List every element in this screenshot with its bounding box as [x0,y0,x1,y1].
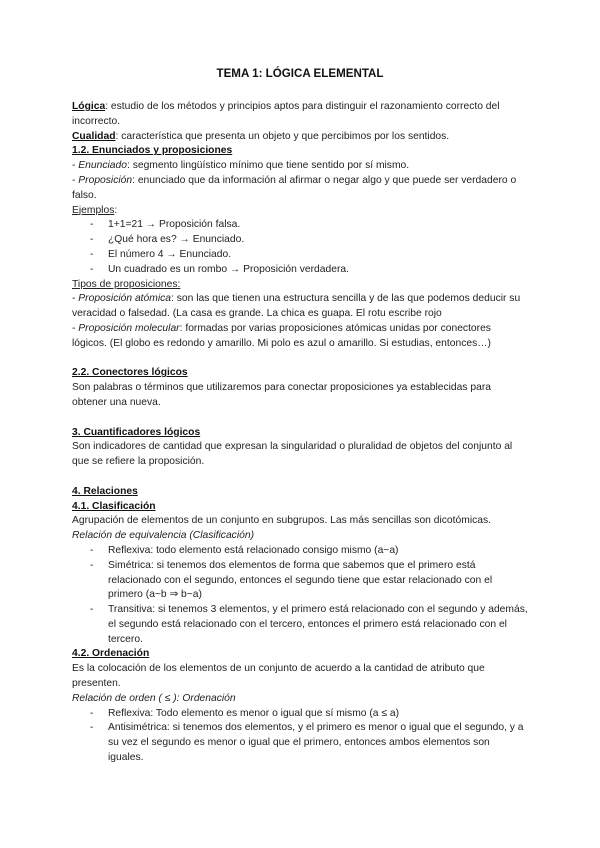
list-item: - Simétrica: si tenemos dos elementos de forma que sabemos que el primero está relacionado con el segundo, entonces el segundo tiene que estar relacionado con el primero (a~b ⇒ b~a) [90,559,528,603]
term-molecular: Proposición molecular [78,322,180,334]
definition-logica [72,100,528,130]
definition-molecular: - Proposición molecular: formadas por varias proposiciones atómicas unidas por conectores lógicos. (El globo es redondo y amarillo. Mi polo es azul o amarillo. Si estudias, entonces…) [72,322,491,349]
definition-atomica: - Proposición atómica: son las que tienen una estructura sencilla y de las que podemos deducir su veracidad o falsedad. (La casa es grande. La chica es guapa. El rotu escribe rojo [72,293,521,320]
examples-label-text: Ejemplos [72,204,115,216]
examples-label [72,204,528,219]
definition-proposicion: - Proposición: enunciado que da información al afirmar o negar algo y que puede ser verdadero o falso. [72,174,517,201]
document-title: TEMA 1: LÓGICA ELEMENTAL [216,67,384,80]
definition-cualidad [72,130,528,145]
list-item: - Antisimétrica: si tenemos dos elementos, y el primero es menor o igual que el segundo, y a su vez el segundo es menor o igual que el primero, entonces ambos elementos son iguales. [90,721,528,765]
section-2-2-text: Son palabras o términos que utilizaremos para conectar proposiciones ya establecidas para obtener una nueva. [72,382,491,408]
equivalence-properties-list [72,544,528,648]
section-heading-4-2: 4.2. Ordenación [72,648,150,660]
section-4-1-text: Agrupación de elementos de un conjunto en subgrupos. Las más sencillas son dicotómicas. [72,515,491,527]
examples-label-colon: : [114,204,118,216]
section-4-2-subtitle: Relación de orden ( ≤ ): Ordenación [72,692,236,704]
term-logica: Lógica [72,101,106,112]
definition-proposicion-text: : enunciado que da información al afirmar o negar algo y que puede ser verdadero o falso. [72,174,517,201]
list-item: - ¿Qué hora es? → Enunciado. [90,233,528,248]
term-enunciado: Enunciado [78,160,127,172]
section-spacer [72,411,528,426]
section-4-1-subtitle: Relación de equivalencia (Clasificación) [72,530,255,542]
list-item: - Reflexiva: Todo elemento es menor o igual que sí mismo (a ≤ a) [90,707,528,722]
list-item: - Un cuadrado es un rombo → Proposición verdadera. [90,263,528,278]
section-heading-1-2: 1.2. Enunciados y proposiciones [72,145,233,157]
examples-list [72,218,528,277]
section-heading-3: 3. Cuantificadores lógicos [72,426,201,438]
definition-logica-text: : estudio de los métodos y principios aptos para distinguir el razonamiento correcto del incorrecto. [72,101,500,127]
definition-enunciado: - Enunciado: segmento lingüístico mínimo que tiene sentido por sí mismo. [72,160,410,172]
definition-enunciado-text: : segmento lingüístico mínimo que tiene sentido por sí mismo. [126,160,410,172]
section-heading-2-2: 2.2. Conectores lógicos [72,367,188,379]
section-4-2-text: Es la colocación de los elementos de un conjunto de acuerdo a la cantidad de atributo que presenten. [72,663,485,690]
term-atomica: Proposición atómica [78,293,172,305]
section-spacer [72,470,528,485]
types-label: Tipos de proposiciones: [72,278,181,290]
list-item: - Transitiva: si tenemos 3 elementos, y el primero está relacionado con el segundo y además, el segundo está relacionado con el tercero, entonces el primero está relacionado con el tercero. [90,603,528,647]
section-3-text: Son indicadores de cantidad que expresan la singularidad o pluralidad de objetos del conjunto al que se refiere la proposición. [72,441,513,468]
list-item: - 1+1=21 → Proposición falsa. [90,218,528,233]
section-heading-4-1: 4.1. Clasificación [72,500,156,512]
term-proposicion: Proposición [78,174,133,186]
term-cualidad: Cualidad [72,130,116,142]
definition-cualidad-text: : característica que presenta un objeto y que percibimos por los sentidos. [115,130,450,142]
section-heading-4: 4. Relaciones [72,485,138,497]
order-properties-list [72,707,528,766]
list-item: - Reflexiva: todo elemento está relacionado consigo mismo (a~a) [90,544,528,559]
definition-atomica-text: : son las que tienen una estructura sencilla y de las que podemos deducir su veracidad o falsedad. (La casa es grande. La chica es guapa. El rotu escribe rojo [72,293,521,320]
definition-molecular-text: : formadas por varias proposiciones atómicas unidas por conectores lógicos. (El globo es redondo y amarillo. Mi polo es azul o amarillo. Si estudias, entonces…) [72,322,491,349]
section-spacer [72,352,528,367]
list-item: - El número 4 → Enunciado. [90,248,528,263]
